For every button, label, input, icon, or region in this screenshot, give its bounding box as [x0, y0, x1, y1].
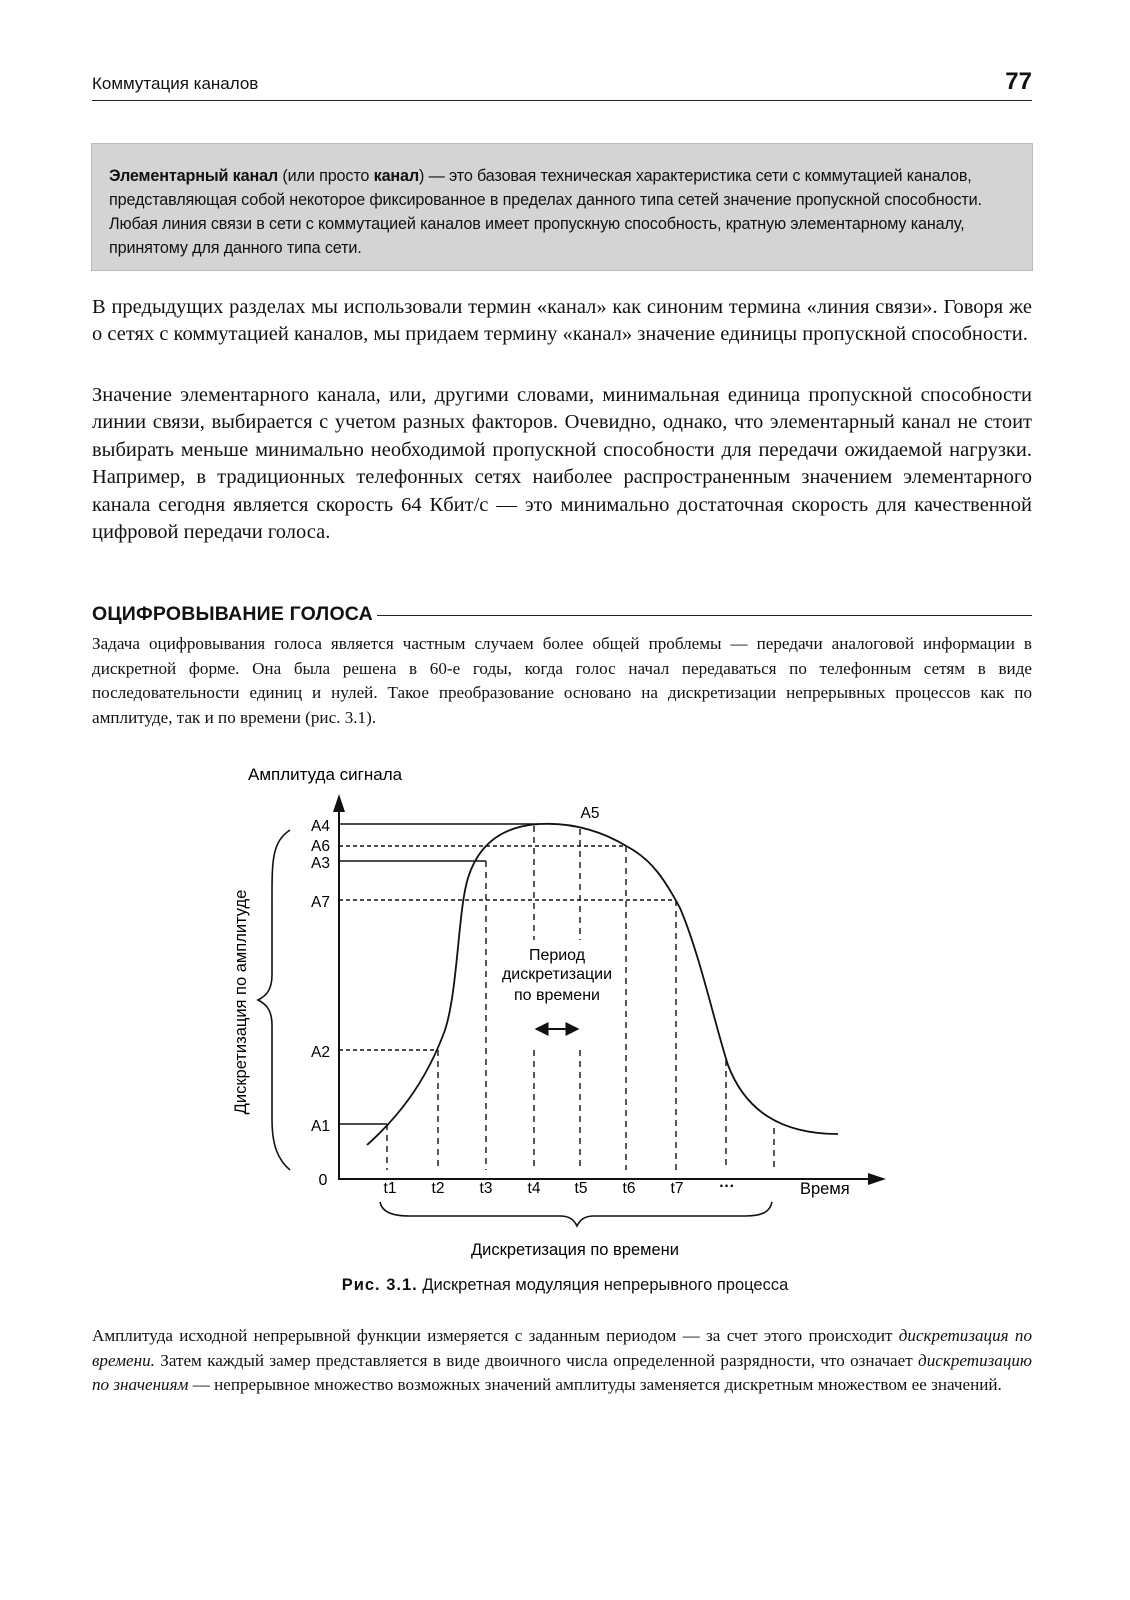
final-paragraph-italic-1: дискретизация по времени.	[92, 1326, 1032, 1370]
running-header	[92, 66, 1032, 101]
time-label-t3: t3	[479, 1180, 493, 1197]
caption-text: Дискретная модуляция непрерывного процесса	[417, 1276, 789, 1294]
time-label-t7: t7	[670, 1180, 684, 1197]
amp-label-a5: A5	[580, 805, 600, 822]
final-paragraph-italic-2: дискретизацию по значениям	[92, 1350, 1032, 1395]
y-axis-title: Амплитуда сигнала	[248, 765, 403, 784]
amp-label-a6: A6	[311, 838, 330, 855]
time-brace	[380, 1202, 772, 1226]
figure-svg	[0, 750, 1130, 1310]
definition-box	[91, 143, 1033, 271]
caption-label: Рис. 3.1.	[341, 1276, 418, 1294]
time-label-t5: t5	[574, 1180, 588, 1197]
figure-caption	[0, 1276, 1130, 1295]
body-paragraph-1: В предыдущих разделах мы использовали термин «канал» как синоним термина «линия связи». Говоря же о сетях с коммутацией каналов, мы придаем термину «канал» значение единицы пропускной способности.	[92, 296, 1032, 346]
amp-label-a3: A3	[311, 855, 330, 872]
time-label-t1: t1	[383, 1180, 397, 1197]
time-label-t6: t6	[622, 1180, 636, 1197]
final-paragraph	[92, 1324, 1032, 1398]
amp-label-a1: A1	[311, 1118, 330, 1135]
final-paragraph-text-1: Амплитуда исходной непрерывной функции измеряется с заданным периодом — за счет этого происходит	[92, 1326, 899, 1345]
definition-text-1: (или просто	[278, 167, 374, 185]
period-label-line-3: по времени	[514, 987, 600, 1004]
x-axis-title: Время	[800, 1180, 850, 1198]
x-axis-arrow-icon	[868, 1173, 886, 1185]
body-paragraph-2: Значение элементарного канала, или, другими словами, минимальная единица пропускной способности линии связи, выбирается с учетом разных факторов. Очевидно, однако, что элементарный канал не стоит выбирать меньше минимально необходимой пропускной способности для передачи ожидаемой нагрузки. Например, в традиционных телефонных сетях наиболее распространенным значением элементарного канала сегодня является скорость 64 Кбит/с — это минимально достаточная скорость для качественной цифровой передачи голоса.	[92, 384, 1032, 544]
amp-label-a4: A4	[311, 818, 330, 835]
page-number: 77	[1005, 68, 1032, 95]
time-label-ellipsis: ···	[719, 1178, 735, 1195]
section-heading	[92, 601, 1032, 627]
figure-3-1	[0, 750, 1130, 1310]
amp-label-a2: A2	[311, 1044, 330, 1061]
section-heading-text: ОЦИФРОВЫВАНИЕ ГОЛОСА	[92, 602, 373, 625]
section-heading-rule	[377, 615, 1032, 616]
running-header-section: Коммутация каналов	[92, 74, 259, 93]
definition-term-2: канал	[373, 167, 420, 185]
definition-text-2: ) — это базовая техническая характеристика сети с коммутацией каналов, представляющая собой некоторое фиксированное в пределах данного типа сетей значение пропускной способности. Любая линия связи в сети с коммутацией каналов имеет пропускную способность, кратную элементарному каналу, принятому для данного типа сети.	[109, 167, 982, 257]
origin-label: 0	[318, 1172, 328, 1189]
time-label-t4: t4	[527, 1180, 541, 1197]
time-label-t2: t2	[431, 1180, 445, 1197]
section-paragraph: Задача оцифровывания голоса является частным случаем более общей проблемы — передачи аналоговой информации в дискретной форме. Она была решена в 60-е годы, когда голос начал передаваться по телефонным сетям в виде последовательности единиц и нулей. Такое преобразование основано на дискретизации непрерывных процессов как по амплитуде, так и по времени (рис. 3.1).	[92, 634, 1032, 727]
amp-label-a7: A7	[311, 894, 330, 911]
y-axis-arrow-icon	[333, 794, 345, 812]
definition-term: Элементарный канал	[109, 167, 279, 185]
amplitude-brace-label: Дискретизация по амплитуде	[232, 889, 250, 1115]
time-brace-label: Дискретизация по времени	[470, 1241, 680, 1259]
period-label-line-1: Период	[528, 947, 586, 964]
amplitude-brace	[258, 830, 290, 1170]
final-paragraph-text-3: — непрерывное множество возможных значений амплитуды заменяется дискретным множеством ее значений.	[188, 1375, 1002, 1395]
final-paragraph-text-2: Затем каждый замер представляется в виде двоичного числа определенной разрядности, что означает	[154, 1350, 919, 1370]
period-label-line-2: дискретизации	[501, 966, 613, 983]
